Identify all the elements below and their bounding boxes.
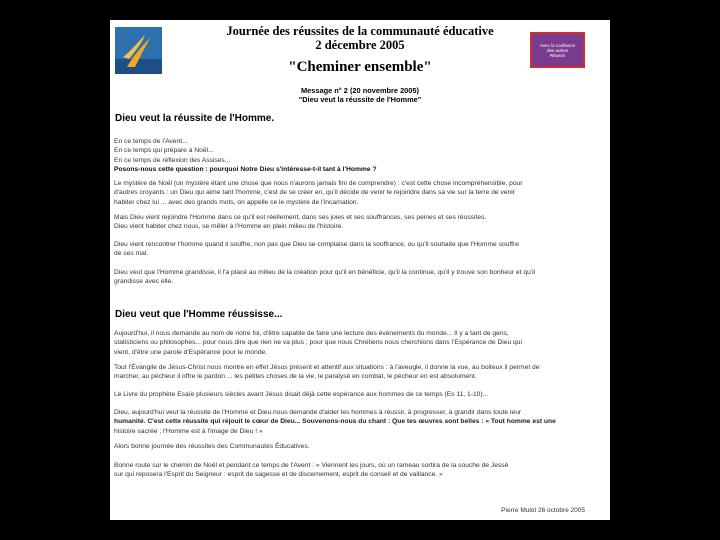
paragraph: Tout l'Évangile de Jésus-Christ nous montre en effet Jésus présent et attentif aux situations : à l'aveugle, il donne la vue, au boiteux il permet de marcher, au pécheur il offre le pardon ... les petites choses de la vie, le paralysé en combat, le pécheur en est absolument. — [114, 364, 540, 381]
document-page — [110, 20, 610, 520]
paragraph: Dieu vient rencontrer l'homme quand il souffre, non pas que Dieu se complaise dans la souffrance, ou qu'il souhaite que l'Homme souffre de ses mal. — [114, 241, 519, 258]
paragraph: Dieu, aujourd'hui veut la réussite de l'Homme et Dieu nous demande d'aider les hommes à réussir, à progresser, à grandir dans toute leur humanité. C'est cette réussite qui réjouit le cœur de Dieu... Souvenons-nous du chant : Que tes œuvres sont belles : « Tout homme est une histoire sacrée ; l'Homme est à l'image de Dieu ! » — [114, 409, 556, 435]
logo-text-3: Réussir — [549, 52, 566, 58]
section-heading: Dieu veut la réussite de l'Homme. — [115, 113, 275, 124]
section-heading: Dieu veut que l'Homme réussisse... — [115, 309, 283, 320]
paragraph: Aujourd'hui, il nous demande au nom de notre foi, d'être capable de faire une lecture des événements du monde... Il y a tant de gens, statisticiens ou philosophes... pour nous dire que rien ne va plus ; pour que nous Chrétiens nous cherchions dans l'Espérance de Dieu qui vient, d'être une parole d'Espérance pour le monde. — [114, 330, 522, 356]
paragraph: Dieu veut que l'Homme grandisse, il l'a placé au milieu de la création pour qu'il en bénéficie, qu'il la continue, qu'il y trouve son bonheur et qu'il grandisse avec elle. — [114, 269, 536, 286]
event-date: 2 décembre 2005 — [315, 38, 405, 52]
logo-text-1: Avec la confiance — [539, 42, 576, 48]
paragraph: Alors bonne journée des réussites des Communautés Éducatives. — [114, 443, 310, 450]
message-subtitle: "Dieu veut la réussite de l'Homme" — [298, 95, 422, 104]
message-number: Message n° 2 (20 novembre 2005) — [301, 86, 419, 95]
paragraph: Mais Dieu vient rejoindre l'Homme dans ce qu'il est réellement, dans ses joies et ses souffrances, ses peines et ses réussites. Dieu vient habiter chez nous, se mêler à l'Homme en plein milieu de l'histoire. — [114, 214, 487, 231]
signature: Pierre Mulot 26 octobre 2005 — [501, 507, 585, 514]
paragraph: Le Livre du prophète Esaïe plusieurs siècles avant Jésus disait déjà cette espérance aux hommes de ce temps (Es 11, 1-10)... — [114, 391, 489, 398]
paragraph: Le mystère de Noël (un mystère étant une chose que nous n'aurons jamais fini de comprendre) : c'est cette chose incompréhensible, pour d'autres croyants : un Dieu qui aime tant l'homme, c'est de se créer en, qu'il décide de venir le rejoindre dans sa vie sur la terre de venir habiter chez lui ... avec des grands mots, on appelle ce le mystère de l'incarnation. — [114, 180, 523, 206]
paragraph: En ce temps de l'Avent... En ce temps qui prépare à Noël... En ce temps de réflexion des Assises... Posons-nous cette question : pourquoi Notre Dieu s'intéresse-t-il tant à l'Homme ? — [114, 138, 377, 174]
logo-text-2: des autres — [546, 47, 568, 53]
event-title: Journée des réussites de la communauté éducative — [226, 24, 494, 38]
theme-title: "Cheminer ensemble" — [288, 59, 432, 75]
paragraph: Bonne route sur le chemin de Noël et pendant ce temps de l'Avent : « Viennent les jours, où un rameau sortira de la souche de Jessé sur qui reposera l'Esprit du Seigneur : esprit de sagesse et de discernement, esprit de conseil et de vaillance. » — [114, 462, 509, 479]
